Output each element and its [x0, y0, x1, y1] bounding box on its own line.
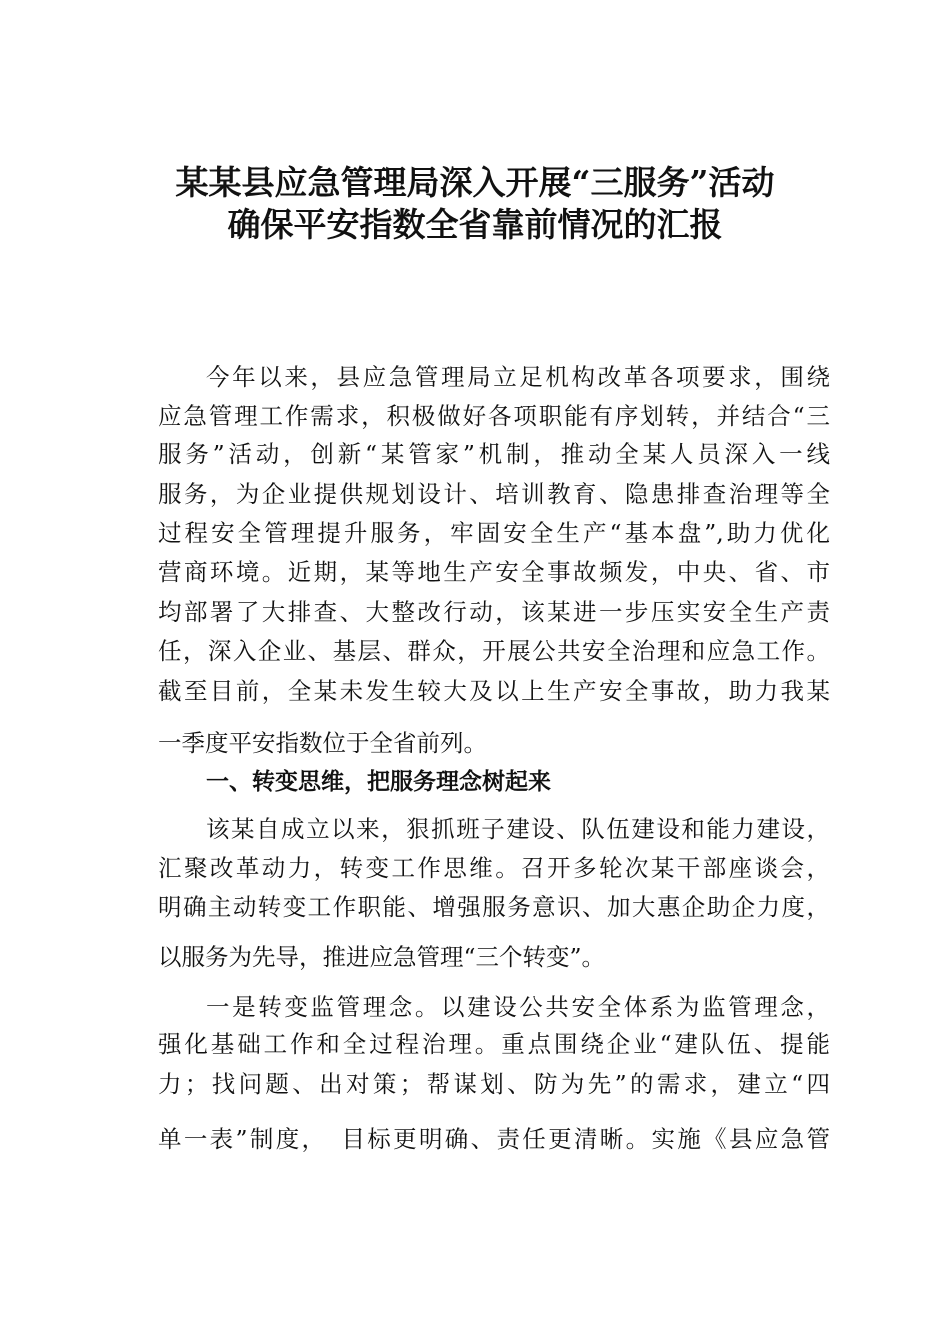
paragraph-1-line-10: 一季度平安指数位于全省前列。 — [158, 729, 487, 757]
paragraph-3-line-3: 力；找问题、出对策；帮谋划、防为先”的需求，建立“四 — [158, 1070, 830, 1098]
paragraph-3-line-4: 单一表”制度， 目标更明确、责任更清晰。实施《县应急管 — [158, 1125, 830, 1153]
paragraph-2-line-3: 明确主动转变工作职能、增强服务意识、加大惠企助企力度， — [158, 893, 830, 921]
document-title-line-1: 某某县应急管理局深入开展“三服务”活动 — [175, 163, 775, 202]
paragraph-1-line-4: 服务，为企业提供规划设计、培训教育、隐患排查治理等全 — [158, 480, 830, 508]
paragraph-3-line-1: 一是转变监管理念。以建设公共安全体系为监管理念， — [206, 993, 830, 1021]
document-title-line-2: 确保平安指数全省靠前情况的汇报 — [227, 205, 723, 244]
paragraph-1-line-9: 截至目前，全某未发生较大及以上生产安全事故，助力我某 — [158, 677, 830, 705]
paragraph-1-line-3: 服务”活动，创新“某管家”机制，推动全某人员深入一线 — [158, 440, 830, 468]
paragraph-1-line-2: 应急管理工作需求，积极做好各项职能有序划转，并结合“三 — [158, 402, 830, 430]
paragraph-1-line-6: 营商环境。近期，某等地生产安全事故频发，中央、省、市 — [158, 558, 830, 586]
paragraph-1-line-8: 任，深入企业、基层、群众，开展公共安全治理和应急工作。 — [158, 637, 830, 665]
paragraph-2-line-4: 以服务为先导，推进应急管理“三个转变”。 — [158, 943, 606, 971]
paragraph-2-line-2: 汇聚改革动力，转变工作思维。召开多轮次某干部座谈会， — [158, 854, 830, 882]
paragraph-3-line-2: 强化基础工作和全过程治理。重点围绕企业“建队伍、提能 — [158, 1030, 830, 1058]
paragraph-1-line-7: 均部署了大排查、大整改行动，该某进一步压实安全生产责 — [158, 598, 830, 626]
paragraph-1-line-1: 今年以来，县应急管理局立足机构改革各项要求，围绕 — [206, 363, 830, 391]
paragraph-2-line-1: 该某自成立以来，狠抓班子建设、队伍建设和能力建设， — [206, 815, 830, 843]
section-heading-1: 一、转变思维，把服务理念树起来 — [206, 769, 551, 795]
paragraph-1-line-5: 过程安全管理提升服务，牢固安全生产“基本盘”,助力优化 — [158, 519, 830, 547]
